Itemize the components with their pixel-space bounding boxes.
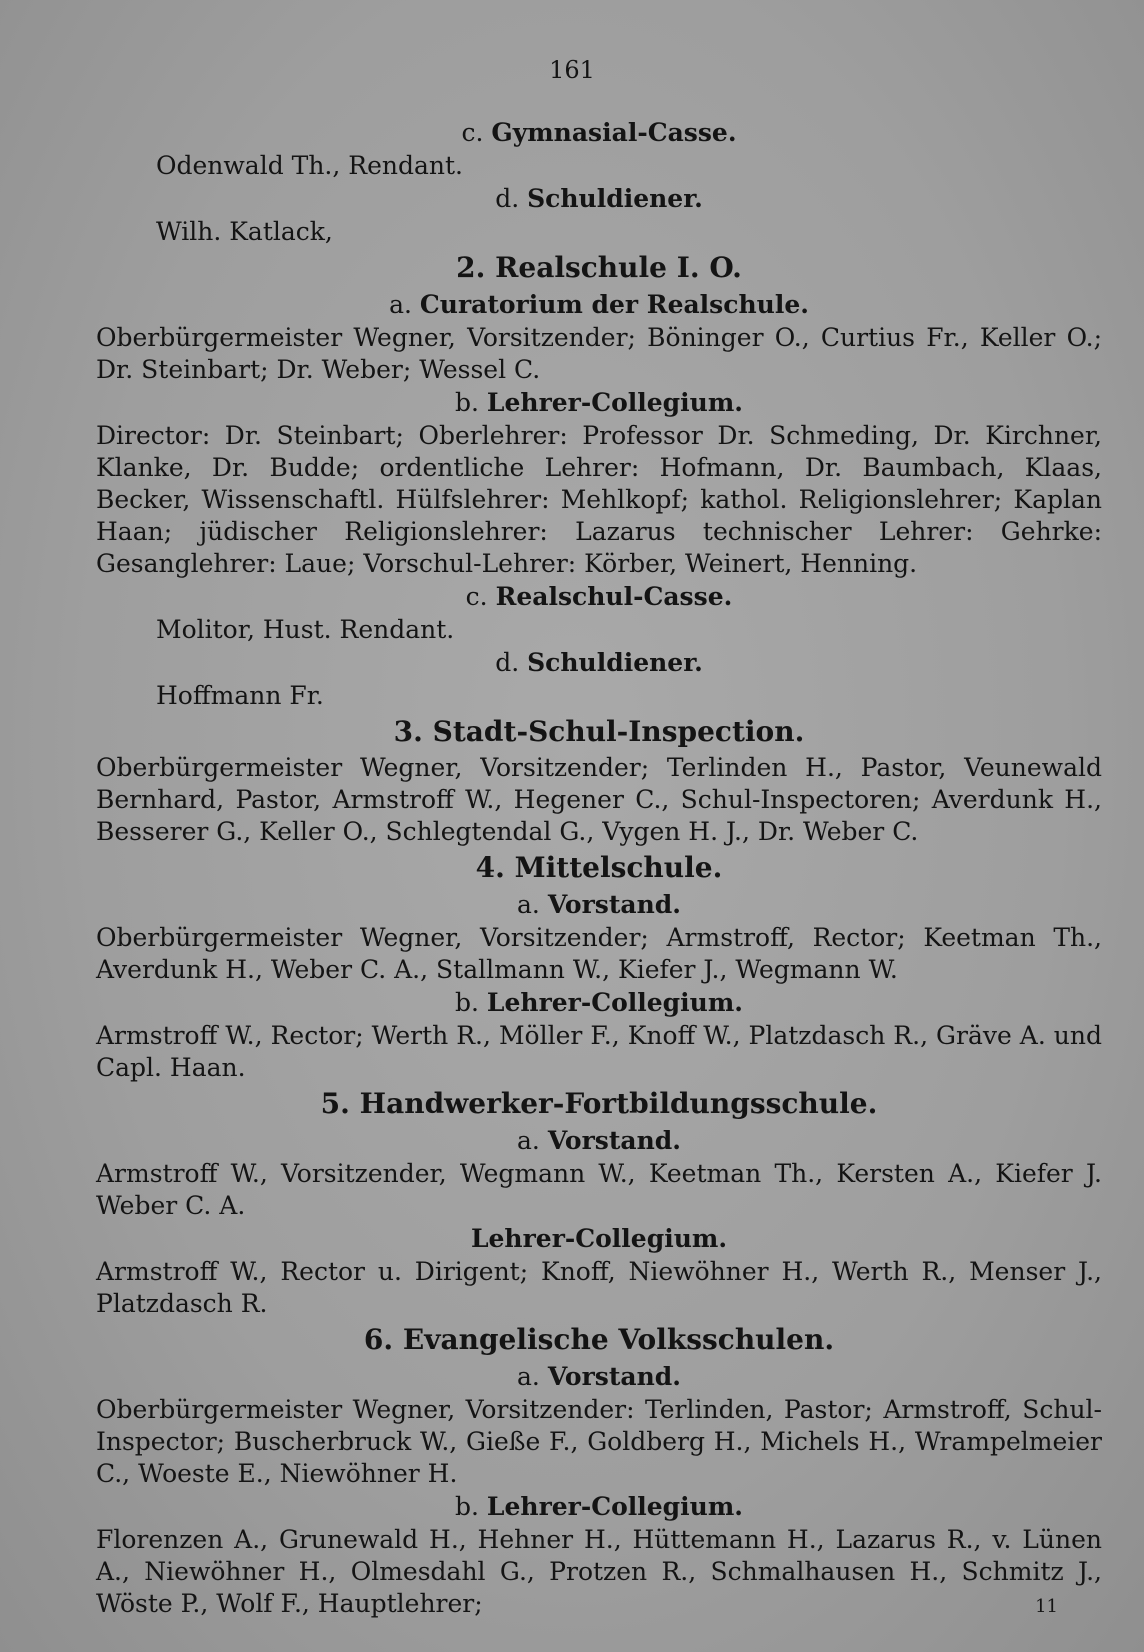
s2-heading: 2. Realschule I. O. (456, 251, 742, 284)
s4-a-subheading: a. Vorstand. (517, 890, 681, 919)
s2-d-person: Hoffmann Fr. (156, 681, 324, 710)
s3-text: Oberbürgermeister Wegner, Vorsitzender; Terlinden H., Pastor, Veunewald Bernhard, Pastor, Armstroff W., Hegener C., Schul-Inspectoren; Averdunk H., Besserer G., Keller O., Schlegtendal G., Vygen H. J., Dr. Weber C. (96, 753, 1102, 846)
s1-d-subheading: d. Schuldiener. (495, 184, 703, 213)
s3-heading: 3. Stadt-Schul-Inspection. (393, 715, 805, 748)
s2-c-heading-row (96, 580, 1102, 613)
s4-b-subheading: b. Lehrer-Collegium. (455, 988, 743, 1017)
s2-d-subheading: d. Schuldiener. (495, 648, 703, 677)
s2-b-subheading: b. Lehrer-Collegium. (455, 388, 743, 417)
s1-c-person: Odenwald Th., Rendant. (156, 151, 463, 180)
s2-c-subheading: c. Realschul-Casse. (465, 582, 733, 611)
s2-b-text: Director: Dr. Steinbart; Oberlehrer: Professor Dr. Schmeding, Dr. Kirchner, Klanke, Dr. Budde; ordentliche Lehrer: Hofmann, Dr. Baumbach, Klaas, Becker, Wissenschaftl. Hülfslehrer: Mehlkopf; kathol. Religionslehrer; Kaplan Haan; jüdischer Religionslehrer: Lazarus technischer Lehrer: Gehrke: Gesanglehrer: Laue; Vorschul-Lehrer: Körber, Weinert, Henning. (96, 421, 1102, 578)
s5-b-subheading: Lehrer-Collegium. (470, 1224, 728, 1253)
s5-a-text: Armstroff W., Vorsitzender, Wegmann W., Keetman Th., Kersten A., Kiefer J. Weber C. A. (96, 1159, 1102, 1220)
page-number: 161 (549, 56, 595, 84)
s6-b-subheading: b. Lehrer-Collegium. (455, 1492, 743, 1521)
s4-b-text: Armstroff W., Rector; Werth R., Möller F., Knoff W., Platzdasch R., Gräve A. und Capl. Haan. (96, 1021, 1102, 1082)
s2-c-person: Molitor, Hust. Rendant. (156, 615, 455, 644)
s4-a-text: Oberbürgermeister Wegner, Vorsitzender; Armstroff, Rector; Keetman Th., Averdunk H., Weber C. A., Stallmann W., Kiefer J., Wegmann W. (96, 923, 1102, 984)
s6-a-text: Oberbürgermeister Wegner, Vorsitzender: Terlinden, Pastor; Armstroff, Schul-Inspector; Buscherbruck W., Gieße F., Goldberg H., Michels H., Wrampelmeier C., Woeste E., Niewöhner H. (96, 1395, 1102, 1488)
page-content (96, 116, 1102, 1620)
s1-c-person-row (96, 149, 1102, 182)
s2-a-subheading: a. Curatorium der Realschule. (389, 290, 809, 319)
s2-d-person-row (96, 679, 1102, 712)
s2-d-heading-row (96, 646, 1102, 679)
s6-a-subheading: a. Vorstand. (517, 1362, 681, 1391)
s1-d-person: Wilh. Katlack, (156, 217, 333, 246)
s5-heading: 5. Handwerker-Fortbildungsschule. (320, 1087, 878, 1120)
s4-heading: 4. Mittelschule. (475, 851, 723, 884)
s6-heading: 6. Evangelische Volksschulen. (363, 1323, 835, 1356)
s1-d-heading-row (96, 182, 1102, 215)
s2-c-person-row (96, 613, 1102, 646)
s5-b-text: Armstroff W., Rector u. Dirigent; Knoff, Niewöhner H., Werth R., Menser J., Platzdasch R. (96, 1257, 1102, 1318)
s1-d-person-row (96, 215, 1102, 248)
s1-c-subheading: c. Gymnasial-Casse. (461, 118, 737, 147)
printer-signature: 11 (1035, 1596, 1058, 1617)
s2-a-text: Oberbürgermeister Wegner, Vorsitzender; Böninger O., Curtius Fr., Keller O.; Dr. Steinbart; Dr. Weber; Wessel C. (96, 323, 1102, 384)
s1-c-heading-row (96, 116, 1102, 149)
s6-b-text: Florenzen A., Grunewald H., Hehner H., Hüttemann H., Lazarus R., v. Lünen A., Niewöhner H., Olmesdahl G., Protzen R., Schmalhausen H., Schmitz J., Wöste P., Wolf F., Hauptlehrer; (96, 1525, 1102, 1618)
s5-a-subheading: a. Vorstand. (517, 1126, 681, 1155)
